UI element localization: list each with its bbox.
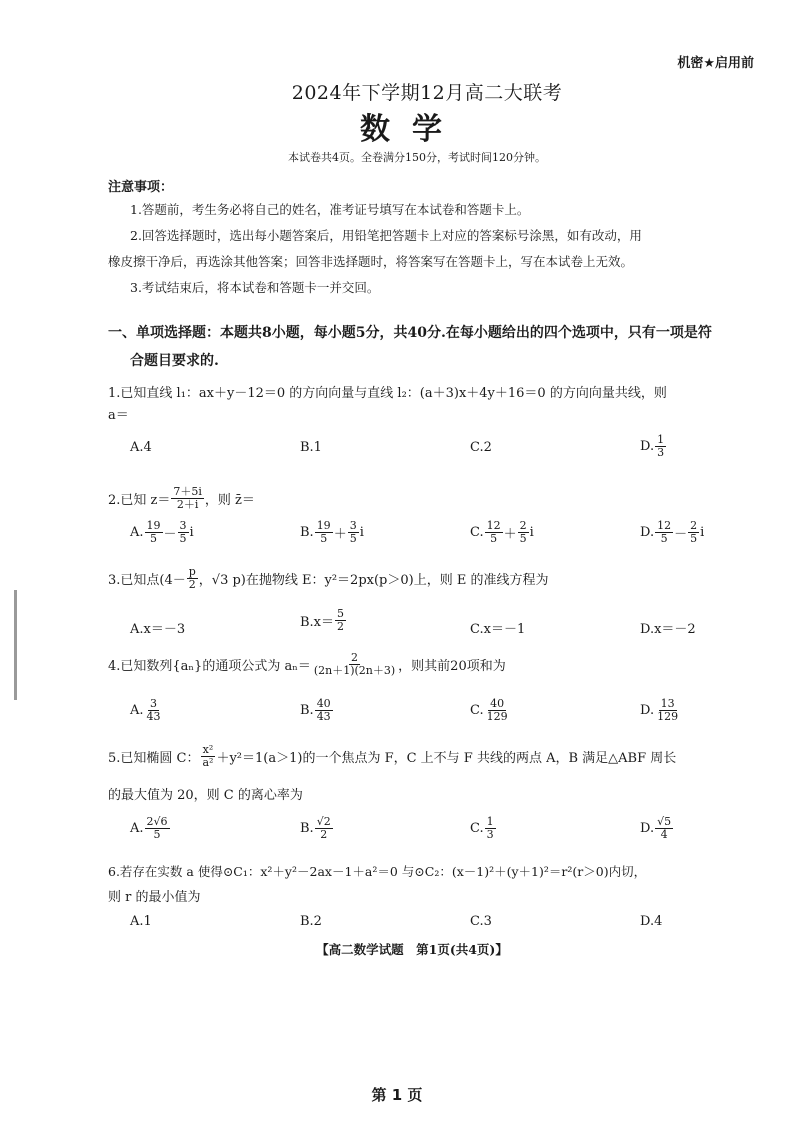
question-6-option-b: B.2: [300, 914, 322, 929]
question-1-option-a: A.4: [130, 440, 152, 455]
exam-title: 2024年下学期12月高二大联考: [291, 82, 563, 104]
question-6-option-a: A.1: [130, 914, 152, 929]
question-2-option-c: C. $\frac{12}{5}$ ＋ $\frac{2}{5}$ i: [470, 519, 534, 545]
question-2-option-d: D. $\frac{12}{5}$ － $\frac{2}{5}$ i: [640, 519, 705, 545]
question-6-line1: 6.若存在实数 a 使得⊙C₁：x²＋y²－2ax－1＋a²＝0 与⊙C₂：(x－1)²＋(y＋1)²＝r²(r＞0)内切，: [108, 864, 647, 879]
exam-info: 本试卷共4页。全卷满分150分，考试时间120分钟。: [288, 151, 546, 164]
question-4-option-a: A. $\frac{3}{43}$: [130, 697, 161, 723]
confidential-label: 机密★启用前: [677, 56, 754, 71]
question-4-option-b: B. $\frac{40}{43}$: [300, 697, 331, 723]
question-5-option-c: C. $\frac{1}{3}$: [470, 815, 494, 841]
question-6-line2: 则 r 的最小值为: [108, 890, 201, 905]
page-footer: 【高二数学试题 第1页(共4页)】: [316, 942, 508, 957]
notice-item-3: 3.考试结束后，将本试卷和答题卡一并交回。: [130, 280, 380, 295]
notice-item-2-line2: 橡皮擦干净后，再选涂其他答案；回答非选择题时，将答案写在答题卡上，写在本试卷上无效。: [108, 254, 634, 269]
question-1-line1: 1.已知直线 l₁：ax＋y－12＝0 的方向向量与直线 l₂：(a＋3)x＋4y＋16＝0 的方向向量共线，则: [108, 386, 667, 401]
subject-title: 数学: [360, 112, 464, 147]
question-1-option-c: C.2: [470, 440, 492, 455]
question-1-option-b: B.1: [300, 440, 322, 455]
question-1-line2: a＝: [108, 408, 129, 423]
section-heading-line1: 一、单项选择题：本题共8小题，每小题5分，共40分.在每小题给出的四个选项中，只有一项是符: [108, 325, 712, 341]
notice-heading: 注意事项：: [108, 180, 174, 195]
question-5-option-b: B. $\frac{√2}{2}$: [300, 815, 331, 841]
question-2-option-a: A. $\frac{19}{5}$ － $\frac{3}{5}$ i: [130, 519, 194, 545]
question-1-option-d: D. $\frac{1}{3}$: [640, 433, 665, 459]
question-3-option-b: B.x＝ $\frac{5}{2}$: [300, 607, 345, 633]
question-3-option-d: D.x＝－2: [640, 622, 696, 637]
scan-edge-mark: [14, 590, 17, 700]
question-6-option-d: D.4: [640, 914, 663, 929]
question-5-stem: 5.已知椭圆 C： $\frac{\text{x²}}{\text{a²}}$ ＋y²＝1(a＞1)的一个焦点为 F，C 上不与 F 共线的两点 A，B 满足△ABF 周长: [108, 743, 677, 769]
question-2-stem: 2.已知 z＝ $\frac{7+5i}{2+i}$ ，则 z̄＝: [108, 485, 255, 511]
question-5-option-a: A. $\frac{2√6}{5}$: [130, 815, 168, 841]
page-number: 第 1 页: [371, 1086, 423, 1104]
question-6-option-c: C.3: [470, 914, 492, 929]
question-3-stem: 3.已知点(4－ $\frac{p}{2}$ ，√3 p)在抛物线 E：y²＝2px(p＞0)上，则 E 的准线方程为: [108, 565, 549, 591]
notice-item-2-line1: 2.回答选择题时，选出每小题答案后，用铅笔把答题卡上对应的答案标号涂黑，如有改动，用: [130, 228, 642, 243]
question-3-option-c: C.x＝－1: [470, 622, 526, 637]
question-2-option-b: B. $\frac{19}{5}$ ＋ $\frac{3}{5}$ i: [300, 519, 364, 545]
question-3-option-a: A.x＝－3: [130, 622, 186, 637]
question-4-stem: 4.已知数列{aₙ}的通项公式为 aₙ＝ $\frac{2}{(2n+1)(2n+3)}$ ，则其前20项和为: [108, 651, 506, 677]
question-5-option-d: D. $\frac{√5}{4}$: [640, 815, 672, 841]
notice-item-1: 1.答题前，考生务必将自己的姓名，准考证号填写在本试卷和答题卡上。: [130, 202, 530, 217]
section-heading-line2: 合题目要求的.: [130, 353, 219, 369]
question-5-line2: 的最大值为 20，则 C 的离心率为: [108, 788, 303, 803]
question-4-option-d: D. $\frac{13}{129}$: [640, 697, 679, 723]
question-4-option-c: C. $\frac{40}{129}$: [470, 697, 508, 723]
